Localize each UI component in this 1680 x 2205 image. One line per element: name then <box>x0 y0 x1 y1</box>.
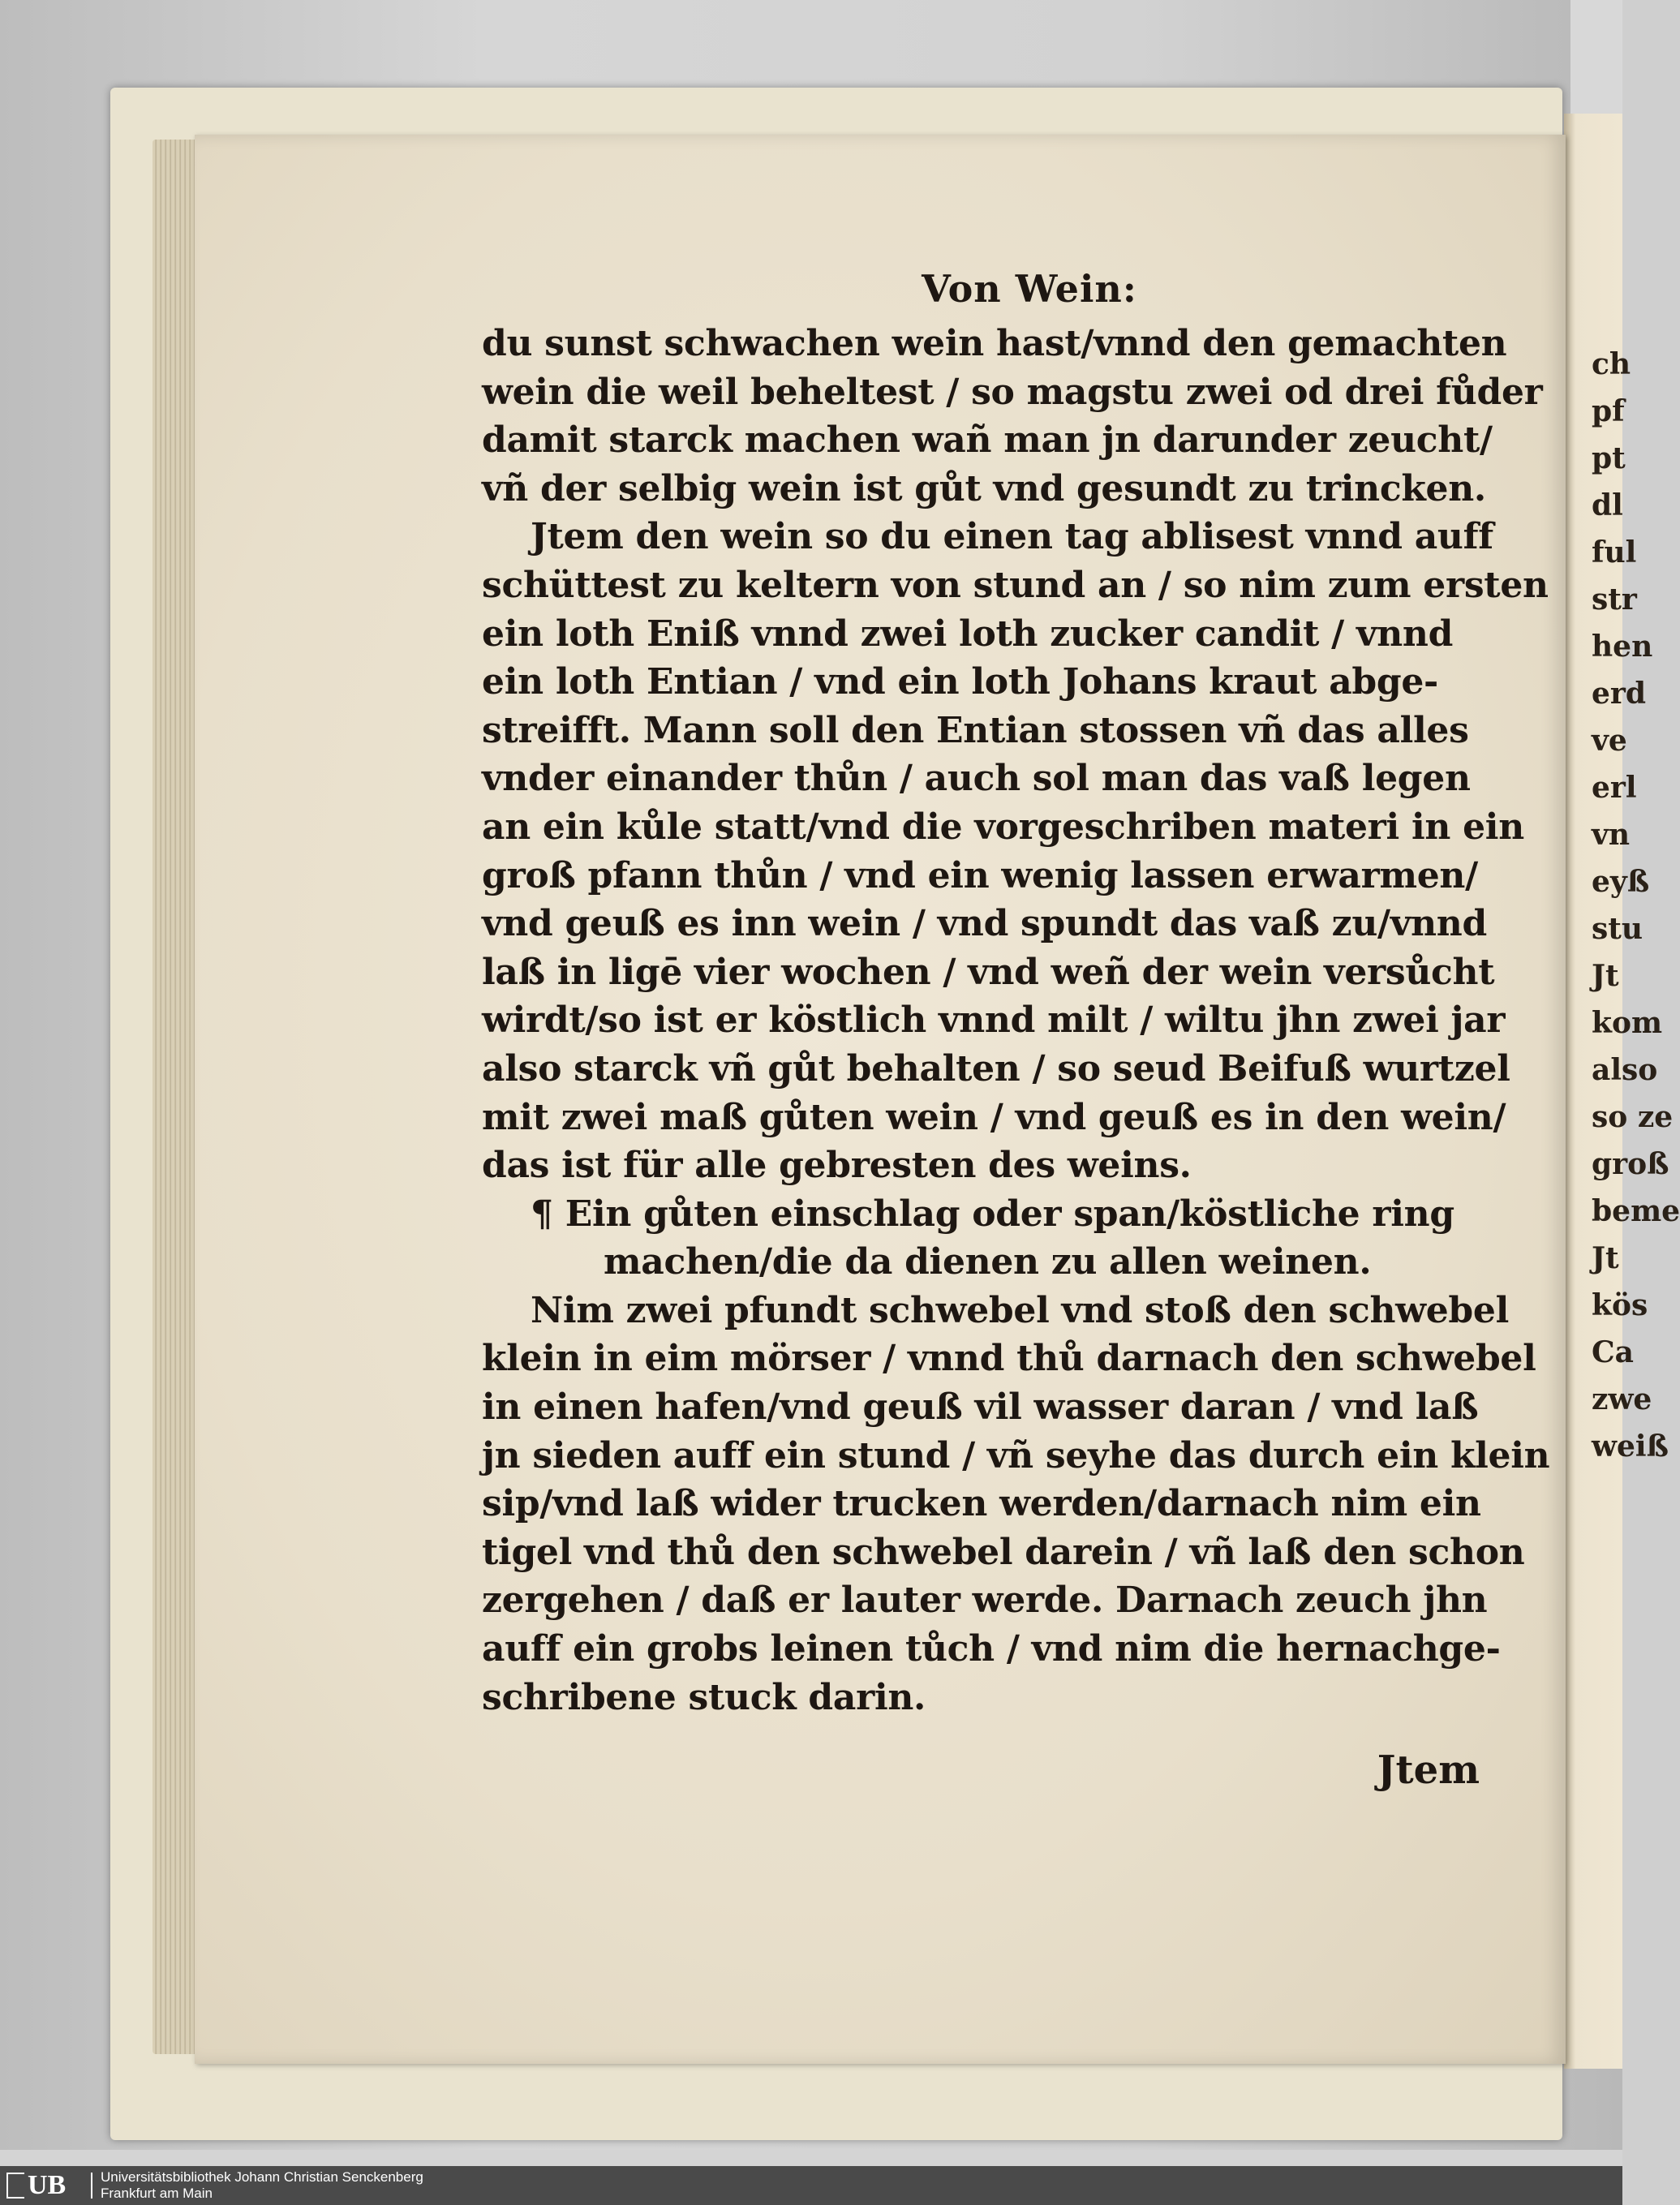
text-line: an ein kůle statt/vnd die vorgeschriben materi in ein <box>482 806 1524 848</box>
catchword: Jtem <box>1377 1747 1480 1794</box>
text-line: groß pfann thůn / vnd ein wenig lassen erwarmen/ <box>482 854 1478 896</box>
text-line: du sunst schwachen wein hast/vnnd den gemachten <box>482 323 1507 364</box>
next-leaf-text <box>1592 341 1680 1470</box>
footer-divider <box>91 2173 92 2199</box>
running-head: Von Wein: <box>922 267 1137 311</box>
next-leaf-fragment: zwe <box>1592 1382 1652 1416</box>
text-line: schüttest zu keltern von stund an / so nim zum ersten <box>482 564 1549 606</box>
next-leaf-fragment: erd <box>1592 677 1647 711</box>
text-line: Nim zwei pfundt schwebel vnd stoß den schwebel <box>531 1289 1509 1331</box>
next-leaf-fragment: pt <box>1592 441 1626 475</box>
text-line: wein die weil beheltest / so magstu zwei od drei fůder <box>482 371 1543 413</box>
text-line: ein loth Entian / vnd ein loth Johans kraut abge- <box>482 661 1438 703</box>
footer-gap <box>0 2150 1622 2166</box>
text-line: mit zwei maß gůten wein / vnd geuß es in den wein/ <box>482 1096 1506 1138</box>
next-leaf-fragment: hen <box>1592 630 1653 664</box>
footer-line-1: Universitätsbibliothek Johann Christian Senckenberg <box>101 2169 423 2185</box>
next-leaf-fragment: Jt <box>1592 959 1619 993</box>
next-leaf-fragment: Ca <box>1592 1335 1634 1369</box>
next-leaf-fragment: so ze <box>1592 1100 1674 1134</box>
text-line: vñ der selbig wein ist gůt vnd gesundt zu trincken. <box>482 467 1486 509</box>
text-line: wirdt/so ist er köstlich vnnd milt / wiltu jhn zwei jar <box>482 999 1506 1042</box>
next-leaf-fragment: kom <box>1592 1006 1663 1040</box>
next-leaf-fragment: groß <box>1592 1147 1669 1181</box>
text-line: das ist für alle gebresten des weins. <box>482 1145 1192 1187</box>
page-edges <box>153 140 201 2054</box>
text-line: vnd geuß es inn wein / vnd spundt das vaß zu/vnnd <box>482 903 1487 945</box>
next-leaf-fragment: Jt <box>1592 1241 1619 1275</box>
text-line: also starck vñ gůt behalten / so seud Beifuß wurtzel <box>482 1047 1510 1090</box>
next-leaf-fragment: beme <box>1592 1194 1680 1228</box>
text-line: damit starck machen wañ man jn darunder zeucht/ <box>482 419 1493 462</box>
next-leaf-fragment: eyß <box>1592 865 1650 899</box>
next-leaf-fragment: dl <box>1592 488 1623 522</box>
next-leaf-fragment: ve <box>1592 724 1627 758</box>
scanner-edge <box>1570 0 1622 114</box>
text-line: klein in eim mörser / vnnd thů darnach den schwebel <box>482 1338 1536 1380</box>
text-line: laß in ligē vier wochen / vnd weñ der wein versůcht <box>482 951 1495 993</box>
next-leaf-fragment: also <box>1592 1053 1658 1087</box>
text-line: Jtem den wein so du einen tag ablisest vnnd auff <box>531 516 1493 558</box>
text-line: vnder einander thůn / auch sol man das vaß legen <box>482 758 1471 800</box>
section-heading-continued: machen/die da dienen zu allen weinen. <box>604 1241 1372 1283</box>
section-heading: ¶ Ein gůten einschlag oder span/köstliche ring <box>531 1193 1454 1235</box>
text-line: ein loth Eniß vnnd zwei loth zucker candit / vnnd <box>482 612 1454 655</box>
logo-bracket-icon <box>6 2173 24 2199</box>
footer-line-2: Frankfurt am Main <box>101 2186 213 2201</box>
next-leaf-fragment: ful <box>1592 535 1637 570</box>
next-leaf-fragment: kös <box>1592 1288 1648 1322</box>
text-line: in einen hafen/vnd geuß vil wasser daran / vnd laß <box>482 1386 1479 1429</box>
library-footer <box>0 2166 1622 2205</box>
library-logo[interactable] <box>6 2171 91 2200</box>
text-line: zergehen / daß er lauter werde. Darnach zeuch jhn <box>482 1580 1488 1622</box>
footer-credit <box>101 2169 423 2202</box>
text-line: tigel vnd thů den schwebel darein / vñ laß den schon <box>482 1531 1525 1573</box>
logo-text: UB <box>28 2170 67 2200</box>
next-leaf-fragment: weiß <box>1592 1429 1669 1464</box>
text-line: jn sieden auff ein stund / vñ seyhe das durch ein klein <box>482 1434 1550 1476</box>
text-line: streifft. Mann soll den Entian stossen vñ das alles <box>482 709 1469 751</box>
next-leaf-fragment: str <box>1592 582 1637 617</box>
page-text-block <box>482 258 1550 1803</box>
text-line: auff ein grobs leinen tůch / vnd nim die hernachge- <box>482 1628 1501 1670</box>
text-line: schribene stuck darin. <box>482 1676 926 1718</box>
text-line: sip/vnd laß wider trucken werden/darnach nim ein <box>482 1483 1481 1525</box>
next-leaf-fragment: ch <box>1592 347 1631 381</box>
next-leaf-fragment: vn <box>1592 818 1631 852</box>
next-leaf-fragment: stu <box>1592 912 1643 946</box>
next-leaf-fragment: pf <box>1592 394 1625 428</box>
next-leaf-fragment: erl <box>1592 771 1637 805</box>
